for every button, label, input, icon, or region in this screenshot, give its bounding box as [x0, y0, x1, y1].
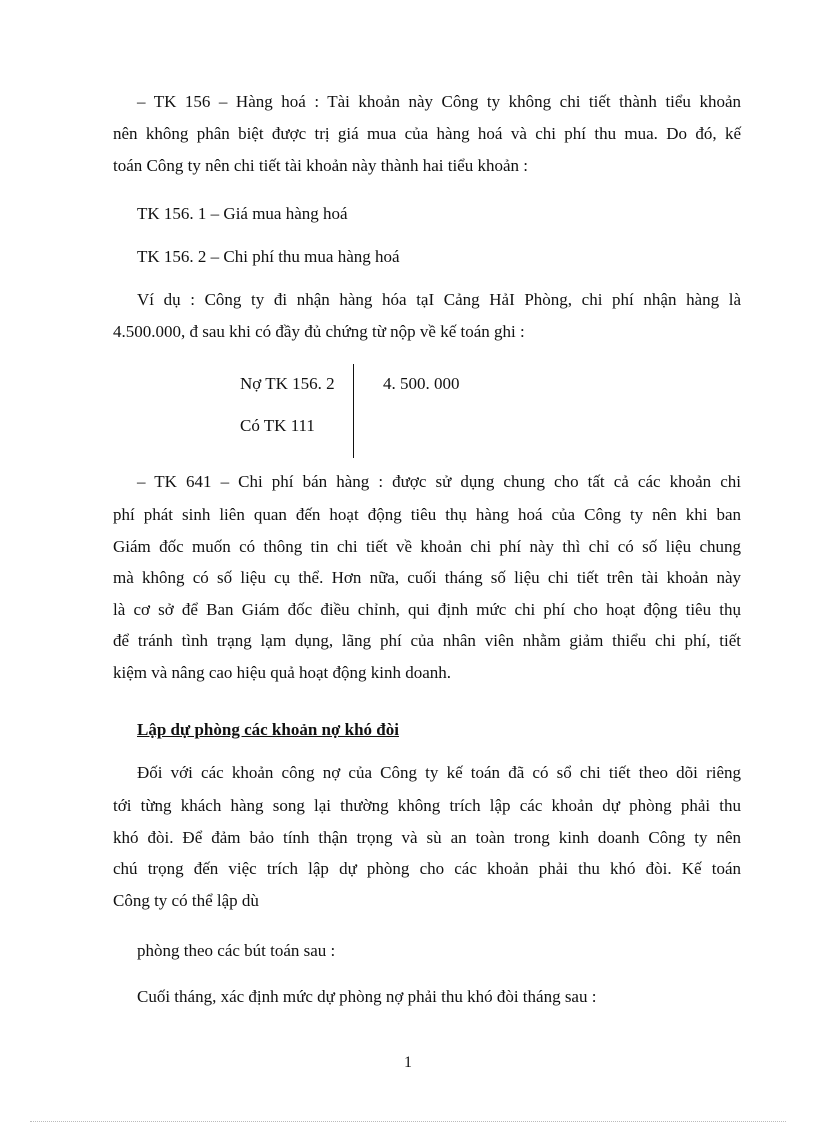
- subaccount-1561: TK 156. 1 – Giá mua hàng hoá: [137, 204, 348, 223]
- text-line: chú trọng đến việc trích lập dự phòng cho các khoản phải thu khó đòi. Kế toán: [113, 859, 741, 878]
- paragraph-month-end: Cuối tháng, xác định mức dự phòng nợ phải thu khó đòi tháng sau :: [137, 987, 597, 1006]
- text-line: tới từng khách hàng song lại thường không trích lập các khoản dự phòng phải thu: [113, 796, 741, 815]
- page-number: 1: [404, 1054, 412, 1071]
- paragraph-tk641-cont: [113, 499, 741, 688]
- text-line: để tránh tình trạng lạm dụng, lãng phí của nhân viên nhằm giảm thiểu chi phí, tiết: [113, 631, 741, 650]
- section-heading: Lập dự phòng các khoản nợ khó đòi: [137, 720, 399, 739]
- text-line: nên không phân biệt được trị giá mua của hàng hoá và chi phí thu mua. Do đó, kế: [113, 124, 741, 143]
- text-line: Ví dụ : Công ty đi nhận hàng hóa tạI Cảng HảI Phòng, chi phí nhận hàng là: [137, 290, 741, 309]
- text-line: Công ty có thể lập dù: [113, 890, 259, 910]
- credit-account: Có TK 111: [240, 416, 315, 435]
- page-bottom-rule: [30, 1121, 786, 1122]
- text-line: Đối với các khoản công nợ của Công ty kế toán đã có sổ chi tiết theo dõi riêng: [137, 763, 741, 782]
- paragraph-example: [137, 284, 741, 316]
- journal-divider: [353, 364, 354, 458]
- paragraph-example-cont: [113, 316, 741, 348]
- text-line: Giám đốc muốn có thông tin chi tiết về khoản chi phí này thì chỉ có số liệu chung: [113, 536, 741, 556]
- paragraph-tk156-cont: [113, 118, 741, 181]
- text-line: phí phát sinh liên quan đến hoạt động tiêu thụ hàng hoá của Công ty nên khi ban: [113, 505, 741, 524]
- paragraph-tk156: [137, 86, 741, 118]
- subaccount-1562: TK 156. 2 – Chi phí thu mua hàng hoá: [137, 247, 400, 266]
- text-line: toán Công ty nên chi tiết tài khoản này thành hai tiểu khoản :: [113, 155, 528, 175]
- text-line: mà không có số liệu cụ thể. Hơn nữa, cuối tháng số liệu chi tiết trên tài khoản này: [113, 568, 741, 587]
- paragraph-provision: [137, 757, 741, 789]
- paragraph-provision-cont: [113, 790, 741, 916]
- text-line: – TK 156 – Hàng hoá : Tài khoản này Công ty không chi tiết thành tiểu khoản: [137, 92, 741, 111]
- text-line: 4.500.000, đ sau khi có đầy đủ chứng từ nộp về kế toán ghi :: [113, 322, 525, 341]
- paragraph-tk641: [137, 466, 741, 498]
- text-line: là cơ sở để Ban Giám đốc điều chỉnh, qui định mức chi phí cho hoạt động tiêu thụ: [113, 599, 741, 619]
- text-line: kiệm và nâng cao hiệu quả hoạt động kinh doanh.: [113, 662, 452, 682]
- text-line: khó đòi. Để đảm bảo tính thận trọng và sù an toàn trong kinh doanh Công ty nên: [113, 827, 741, 847]
- text-line: – TK 641 – Chi phí bán hàng : được sử dụng chung cho tất cả các khoản chi: [137, 472, 741, 491]
- paragraph-entries-intro: phòng theo các bút toán sau :: [137, 941, 336, 960]
- debit-account: Nợ TK 156. 2: [240, 374, 335, 393]
- entry-amount: 4. 500. 000: [383, 374, 460, 393]
